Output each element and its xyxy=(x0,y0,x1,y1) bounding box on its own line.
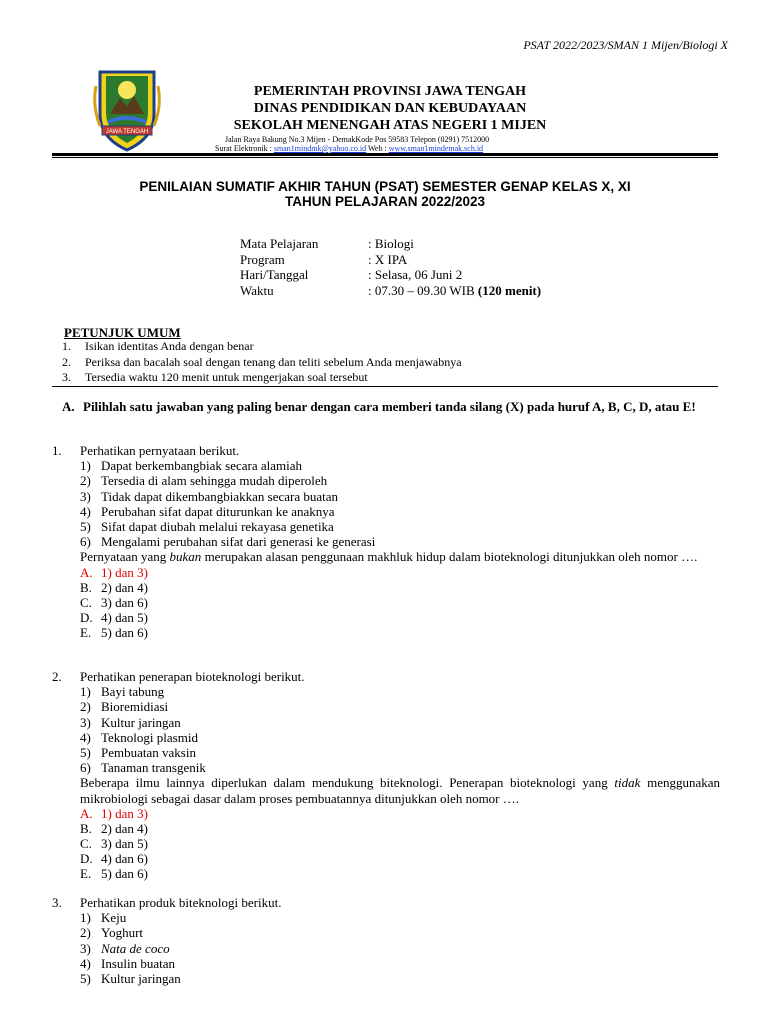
letterhead-divider-thin xyxy=(52,157,718,158)
product-item: 4) Insulin buatan xyxy=(80,955,176,971)
email-label: Surat Elektronik : xyxy=(215,144,274,153)
info-label: Waktu xyxy=(240,282,274,298)
statement-item: 5) Sifat dapat diubah melalui rekayasa genetika xyxy=(80,518,334,534)
section-a-instruction xyxy=(62,398,718,415)
statement-item: 4) Teknologi plasmid xyxy=(80,729,198,745)
info-value: : X IPA xyxy=(368,251,408,267)
answer-option[interactable]: B. 2) dan 4) xyxy=(80,579,148,595)
answer-option[interactable]: E. 5) dan 6) xyxy=(80,625,148,641)
product-item: 2) Yoghurt xyxy=(80,925,144,941)
info-label: Program xyxy=(240,251,285,267)
question-prompt: Pernyataan yang bukan merupakan alasan penggunaan makhluk hidup dalam bioteknologi ditunjukkan oleh nomor …. xyxy=(80,549,698,565)
statement-item: 1) Dapat berkembangbiak secara alamiah xyxy=(80,458,303,474)
answer-option[interactable]: B. 2) dan 4) xyxy=(80,820,148,836)
question-stem: Perhatikan penerapan bioteknologi berikut. xyxy=(80,669,305,684)
question-number: 3. xyxy=(52,895,62,910)
statement-item: 2) Bioremidiasi xyxy=(80,699,169,715)
section-divider xyxy=(52,386,718,387)
answer-option[interactable]: D. 4) dan 6) xyxy=(80,851,148,867)
letterhead-line1: PEMERINTAH PROVINSI JAWA TENGAH xyxy=(253,84,527,99)
exam-title-line2: TAHUN PELAJARAN 2022/2023 xyxy=(284,194,486,209)
statement-item: 5) Pembuatan vaksin xyxy=(80,744,196,760)
email-link[interactable]: sman1mindmk@yahoo.co.id xyxy=(273,144,367,153)
statement-item: 6) Mengalami perubahan sifat dari generasi ke generasi xyxy=(80,534,376,550)
province-emblem-logo xyxy=(92,66,162,152)
question-3 xyxy=(52,895,720,986)
question-number: 2. xyxy=(52,669,62,684)
product-item: 1) Keju xyxy=(80,910,127,926)
exam-title-line1: PENILAIAN SUMATIF AKHIR TAHUN (PSAT) SEMESTER GENAP KELAS X, XI xyxy=(139,179,631,194)
question-number: 1. xyxy=(52,443,62,458)
exam-page: PSAT 2022/2023/SMAN 1 Mijen/Biologi X JAWA TENGAH PEMERINTAH PROVINSI JAWA TENGAH DINAS PENDIDIKAN DAN KEBUDAYAAN SEKOLAH MENENGAH ATAS NEGERI 1 MIJEN Jalan Raya Bakung No.3 Mijen - DemakKode Pos 59583 Telepon (0291) 7512000 Surat Elektronik : sman1mindmk@yahoo.co.id Web : www.sman1mindemak.sch.id PENILAIAN SUMATIF AKHIR TAHUN (PSAT) SEMESTER GENAP KELAS X, XI TAHUN PELAJARAN 2022/2023 Mata Pelajaran : Biologi Program : X IPA Hari/Tanggal : Selasa, 06 Juni 2 Waktu : 07.30 – 09.30 WIB (120 menit) PETUNJUK UMUM 1. Isikan identitas Anda dengan benar 2. Periksa dan bacalah soal dengan tenang dan teliti sebelum Anda menjawabnya 3. Tersedia waktu 120 menit untuk mengerjakan soal tersebut A. Pilihlah satu jawaban yang paling benar dengan cara memberi tanda silang (X) pada huruf A, B, C, D, atau E! 1. Perhatikan pernyataan berikut. 1) Dapat berkembangbiak secara alamiah 2) Tersedia di alam sehingga mudah diperoleh 3) Tidak dapat dikembangbiakkan secara buatan 4) Perubahan sifat dapat diturunkan ke anaknya 5) Sifat dapat diubah melalui rekayasa genetika 6) Mengalami perubahan sifat dari generasi ke generasi Pernyataan yang bukan merupakan alasan penggunaan makhluk hidup dalam bioteknologi ditunjukkan oleh nomor …. A. 1) dan 3) B. 2) dan 4) C. 3) dan 6) D. 4) dan 5) E. 5) dan 6) 2. Perhatikan penerapan bioteknologi berikut. 1) Bayi tabung 2) Bioremidiasi 3) Kultur jaringan 4) Teknologi plasmid 5) Pembuatan vaksin 6) Tanaman transgenik Beberapa ilmu lainnya diperlukan dalam mendukung biteknologi. Penerapan bioteknologi yang tidak menggunakan mikrobiologi sebagai dasar dalam proses pembuatannya ditunjukkan oleh nomor …. A. 1) dan 3) B. 2) dan 4) C. 3) dan 5) D. 4) dan 6) E. 5) dan 6) 3. Perhatikan produk biteknologi berikut. 1) Keju 2) Yoghurt 3) Nata de coco 4) Insulin buatan 5) Kultur jaringan xyxy=(52,38,728,986)
question-stem: Perhatikan pernyataan berikut. xyxy=(80,443,240,458)
product-item: 5) Kultur jaringan xyxy=(80,970,181,986)
answer-option[interactable]: D. 4) dan 5) xyxy=(80,610,148,626)
question-1 xyxy=(52,443,720,640)
info-label: Mata Pelajaran xyxy=(240,236,319,251)
running-header: PSAT 2022/2023/SMAN 1 Mijen/Biologi X xyxy=(523,38,728,52)
answer-option[interactable]: C. 3) dan 6) xyxy=(80,594,148,610)
info-value: : 07.30 – 09.30 WIB (120 menit) xyxy=(368,282,542,298)
statement-item: 2) Tersedia di alam sehingga mudah diperoleh xyxy=(80,473,328,489)
info-label: Hari/Tanggal xyxy=(240,267,309,282)
answer-option[interactable]: C. 3) dan 5) xyxy=(80,836,148,852)
letterhead-address: Jalan Raya Bakung No.3 Mijen - DemakKode Pos 59583 Telepon (0291) 7512000 xyxy=(225,135,490,144)
answer-option-correct[interactable]: A. 1) dan 3) xyxy=(80,564,148,580)
section-letter: A. xyxy=(62,399,75,414)
statement-item: 6) Tanaman transgenik xyxy=(80,760,206,776)
letterhead-line3: SEKOLAH MENENGAH ATAS NEGERI 1 MIJEN xyxy=(233,118,547,133)
question-stem: Perhatikan produk biteknologi berikut. xyxy=(80,895,282,910)
section-text: Pilihlah satu jawaban yang paling benar dengan cara memberi tanda silang (X) pada huruf A, B, C, D, atau E! xyxy=(83,399,696,414)
letterhead-line2: DINAS PENDIDIKAN DAN KEBUDAYAAN xyxy=(253,101,527,116)
answer-option-correct[interactable]: A. 1) dan 3) xyxy=(80,805,148,821)
statement-item: 3) Tidak dapat dikembangbiakkan secara buatan xyxy=(80,488,339,504)
info-value: : Biologi xyxy=(368,236,414,251)
logo-ribbon-text: JAWA TENGAH xyxy=(105,129,149,135)
web-link[interactable]: www.sman1mindemak.sch.id xyxy=(388,144,484,153)
question-prompt: Beberapa ilmu lainnya diperlukan dalam mendukung biteknologi. Penerapan bioteknologi yang tidak menggunakan mikrobiologi sebagai dasar dalam proses pembuatannya ditunjukkan oleh nomor …. xyxy=(80,775,720,806)
statement-item: 4) Perubahan sifat dapat diturunkan ke anaknya xyxy=(80,503,335,519)
instructions-heading: PETUNJUK UMUM xyxy=(64,325,181,340)
product-item: 3) Nata de coco xyxy=(80,940,170,956)
statement-item: 1) Bayi tabung xyxy=(80,684,165,700)
statement-item: 3) Kultur jaringan xyxy=(80,714,181,730)
answer-option[interactable]: E. 5) dan 6) xyxy=(80,866,148,882)
web-label: Web : xyxy=(366,144,389,153)
info-value: : Selasa, 06 Juni 2 xyxy=(368,267,463,282)
question-2 xyxy=(52,669,720,882)
letterhead-divider-thick xyxy=(52,153,718,156)
letterhead-contact xyxy=(215,144,483,153)
